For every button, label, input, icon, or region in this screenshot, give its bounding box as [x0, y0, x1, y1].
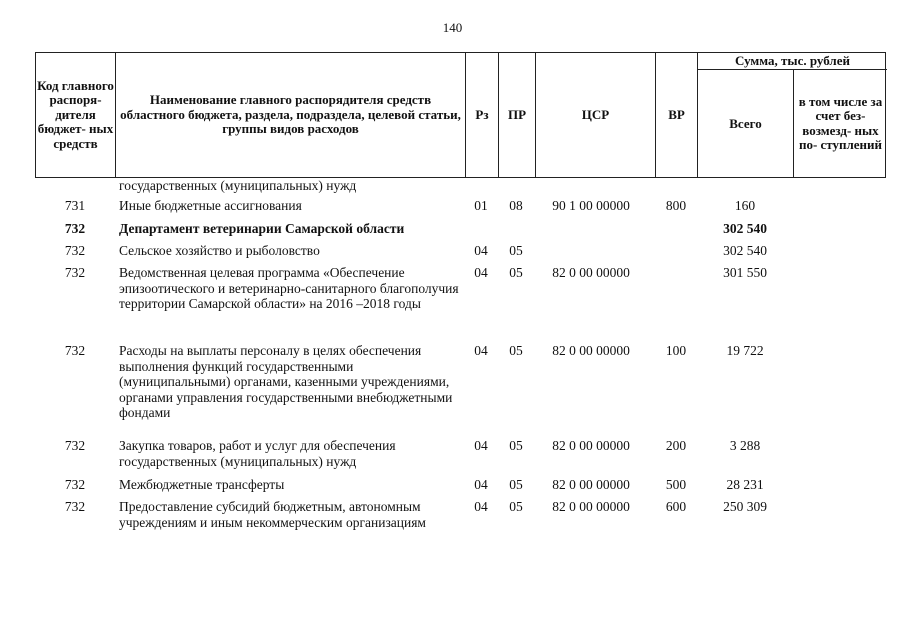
row-csr: 82 0 00 00000 [552, 265, 630, 280]
header-vr: ВР [656, 53, 698, 177]
row-csr: 82 0 00 00000 [552, 438, 630, 453]
row-name: Межбюджетные трансферты [119, 477, 285, 492]
row-total: 28 231 [726, 477, 764, 492]
header-code: Код главного распоря- дителя бюджет- ных средств [36, 53, 116, 177]
row-total: 3 288 [729, 438, 761, 453]
row-name: Ведомственная целевая программа «Обеспечение эпизоотического и ветеринарно-санитарного благополучия территории Самарской области» на 2016 –2018 годы [119, 265, 459, 311]
row-rz: 04 [474, 265, 488, 280]
row-total: 301 550 [723, 265, 767, 280]
table-row [35, 438, 886, 477]
row-csr: 82 0 00 00000 [552, 343, 630, 358]
row-code: 731 [64, 198, 86, 213]
row-csr: 90 1 00 00000 [552, 198, 630, 213]
header-pr: ПР [499, 53, 536, 177]
table-row [35, 499, 886, 559]
row-total: 302 540 [723, 243, 767, 258]
header-sum-title: Сумма, тыс. рублей [698, 53, 887, 70]
table-body [35, 178, 886, 559]
row-vr: 500 [665, 477, 687, 492]
row-pr: 05 [509, 438, 523, 453]
header-csr: ЦСР [536, 53, 656, 177]
row-name: государственных (муниципальных) нужд [119, 178, 357, 193]
row-name: Сельское хозяйство и рыболовство [119, 243, 320, 258]
table-row [35, 243, 886, 265]
row-name: Предоставление субсидий бюджетным, автономным учреждениям и иным некоммерческим организациям [119, 499, 426, 530]
row-pr: 05 [509, 477, 523, 492]
header-sum-total: Всего [698, 70, 794, 177]
row-rz: 04 [474, 343, 488, 358]
row-code: 732 [64, 221, 86, 236]
row-code: 732 [64, 343, 86, 358]
row-total: 19 722 [726, 343, 764, 358]
row-total: 302 540 [723, 221, 767, 236]
row-vr: 600 [665, 499, 687, 514]
row-pr: 08 [509, 198, 523, 213]
row-vr: 200 [665, 438, 687, 453]
table-row [35, 477, 886, 499]
row-rz: 04 [474, 499, 488, 514]
row-code: 732 [64, 265, 86, 280]
page-number: 140 [442, 20, 463, 35]
row-name: Закупка товаров, работ и услуг для обеспечения государственных (муниципальных) нужд [119, 438, 396, 469]
row-pr: 05 [509, 265, 523, 280]
table-header [35, 52, 886, 178]
table-row [35, 343, 886, 438]
row-rz: 01 [474, 198, 488, 213]
row-rz: 04 [474, 477, 488, 492]
row-vr: 100 [665, 343, 687, 358]
row-code: 732 [64, 499, 86, 514]
row-pr: 05 [509, 243, 523, 258]
row-name: Расходы на выплаты персоналу в целях обеспечения выполнения функций государственными (муниципальными) органами, казенными учреждениями, органами управления государственными внебюджетными фондами [119, 343, 453, 420]
row-pr: 05 [509, 499, 523, 514]
table-row [35, 221, 886, 243]
row-pr: 05 [509, 343, 523, 358]
row-code: 732 [64, 243, 86, 258]
row-rz: 04 [474, 438, 488, 453]
row-code: 732 [64, 477, 86, 492]
row-rz: 04 [474, 243, 488, 258]
header-rz: Рз [466, 53, 499, 177]
header-sum-free: в том числе за счет без- возмезд- ных по- ступлений [798, 93, 883, 152]
row-total: 250 309 [723, 499, 767, 514]
row-name: Департамент ветеринарии Самарской области [119, 221, 405, 236]
row-code: 732 [64, 438, 86, 453]
row-total: 160 [734, 198, 756, 213]
table-row [35, 198, 886, 221]
header-name: Наименование главного распорядителя средств областного бюджета, раздела, подраздела, целевой статьи, группы видов расходов [116, 53, 466, 177]
table-row [35, 265, 886, 343]
row-csr: 82 0 00 00000 [552, 499, 630, 514]
table-row [35, 178, 886, 198]
row-csr: 82 0 00 00000 [552, 477, 630, 492]
row-name: Иные бюджетные ассигнования [119, 198, 302, 213]
row-vr: 800 [665, 198, 687, 213]
